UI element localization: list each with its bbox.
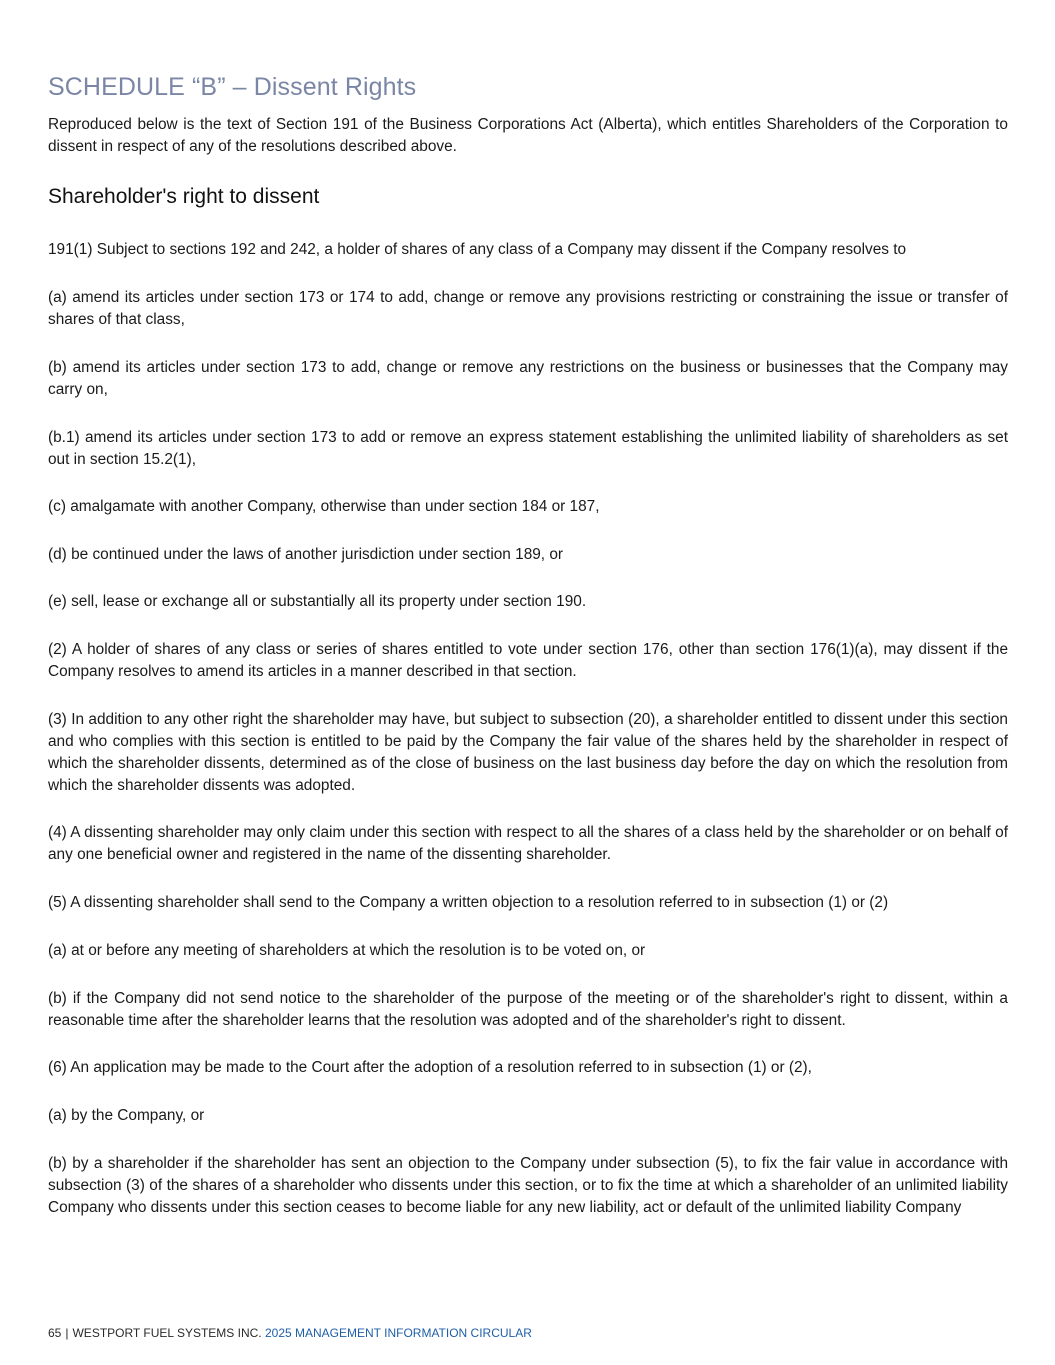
paragraph-191-1-b: (b) amend its articles under section 173 to add, change or remove any restrictions on the business or businesses that the Company may carry on, bbox=[48, 359, 1008, 398]
footer-separator: | bbox=[65, 1326, 69, 1340]
paragraph-191-1-b1: (b.1) amend its articles under section 173 to add or remove an express statement establishing the unlimited liability of shareholders as set out in section 15.2(1), bbox=[48, 429, 1008, 468]
paragraph-191-6: (6) An application may be made to the Court after the adoption of a resolution referred to in subsection (1) or (2), bbox=[48, 1059, 812, 1076]
page-number: 65 bbox=[48, 1326, 62, 1340]
paragraph-191-5-a: (a) at or before any meeting of shareholders at which the resolution is to be voted on, or bbox=[48, 942, 646, 959]
paragraph-191-3: (3) In addition to any other right the shareholder may have, but subject to subsection (20), a shareholder entitled to dissent under this section and who complies with this section is entitled to be paid by the Company the fair value of the shares held by the shareholder in respect of which the shareholder dissents, determined as of the close of business on the last business day before the day on which the resolution from which the shareholder dissents was adopted. bbox=[48, 711, 1008, 794]
paragraph-191-1-c: (c) amalgamate with another Company, otherwise than under section 184 or 187, bbox=[48, 498, 600, 515]
paragraph-191-2: (2) A holder of shares of any class or series of shares entitled to vote under section 176, other than section 176(1)(a), may dissent if the Company resolves to amend its articles in a manner described in that section. bbox=[48, 641, 1008, 680]
footer-document-title: 2025 MANAGEMENT INFORMATION CIRCULAR bbox=[264, 1326, 532, 1340]
paragraph-191-1-a: (a) amend its articles under section 173 or 174 to add, change or remove any provisions restricting or constraining the issue or transfer of shares of that class, bbox=[48, 289, 1008, 328]
schedule-title: SCHEDULE “B” – Dissent Rights bbox=[48, 73, 417, 101]
paragraph-191-5: (5) A dissenting shareholder shall send to the Company a written objection to a resolution referred to in subsection (1) or (2) bbox=[48, 894, 889, 911]
paragraph-191-5-b: (b) if the Company did not send notice to the shareholder of the purpose of the meeting or of the shareholder's right to dissent, within a reasonable time after the shareholder learns that the resolution was adopted and of the shareholder's right to dissent. bbox=[48, 990, 1008, 1029]
intro-paragraph: Reproduced below is the text of Section 191 of the Business Corporations Act (Alberta), which entitles Shareholders of the Corporation to dissent in respect of any of the resolutions described above. bbox=[48, 116, 1008, 155]
section-heading: Shareholder's right to dissent bbox=[48, 185, 320, 208]
paragraph-191-4: (4) A dissenting shareholder may only claim under this section with respect to all the shares of a class held by the shareholder or on behalf of any one beneficial owner and registered in the name of the dissenting shareholder. bbox=[48, 824, 1008, 863]
paragraph-191-1-e: (e) sell, lease or exchange all or substantially all its property under section 190. bbox=[48, 593, 587, 610]
footer-company: WESTPORT FUEL SYSTEMS INC. bbox=[72, 1326, 262, 1340]
paragraph-191-1-d: (d) be continued under the laws of another jurisdiction under section 189, or bbox=[48, 546, 564, 563]
paragraph-191-1: 191(1) Subject to sections 192 and 242, a holder of shares of any class of a Company may dissent if the Company resolves to bbox=[48, 241, 907, 258]
page-footer bbox=[48, 1326, 532, 1340]
paragraph-191-6-b: (b) by a shareholder if the shareholder has sent an objection to the Company under subsection (5), to fix the fair value in accordance with subsection (3) of the shares of a shareholder who dissents under this section, or to fix the time at which a shareholder of an unlimited liability Company who dissents under this section ceases to become liable for any new liability, act or default of the unlimited liability Company bbox=[48, 1155, 1008, 1216]
paragraph-191-6-a: (a) by the Company, or bbox=[48, 1107, 205, 1124]
